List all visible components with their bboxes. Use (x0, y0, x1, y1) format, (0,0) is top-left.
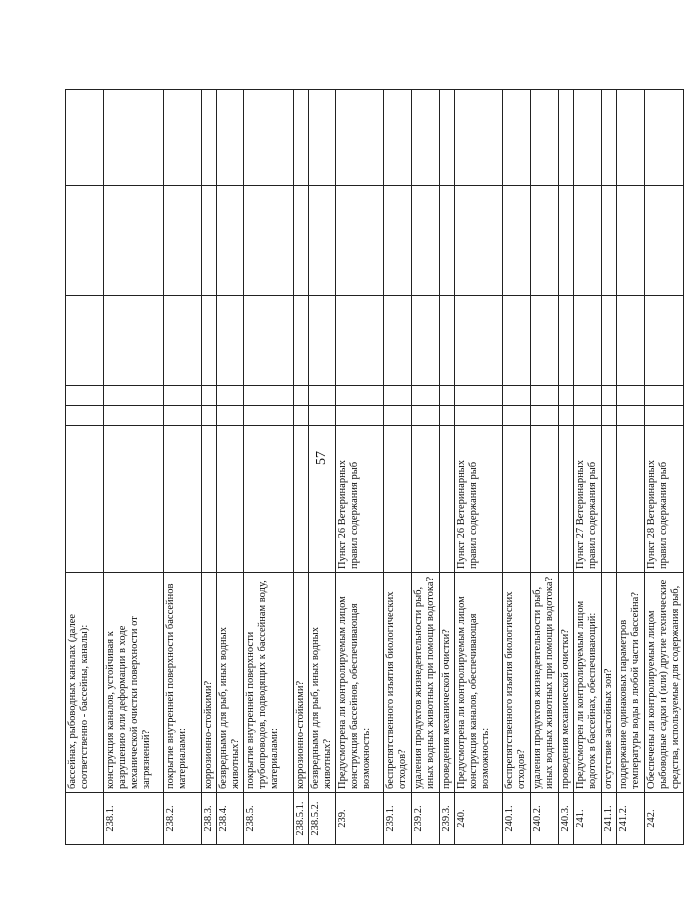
answer-cell (217, 296, 244, 386)
answer-cell (384, 186, 412, 296)
answer-cell (412, 386, 440, 406)
answer-cell (202, 406, 217, 426)
table-row (531, 90, 559, 845)
table-row (217, 90, 244, 845)
answer-cell (412, 406, 440, 426)
table-row (244, 90, 294, 845)
item-number: 239. (336, 793, 384, 845)
legal-reference: Пункт 27 Ветеринарных правил содержания рыб (574, 426, 602, 573)
item-number: 239.1. (384, 793, 412, 845)
answer-cell (602, 406, 617, 426)
legal-reference (244, 426, 294, 573)
answer-cell (559, 386, 574, 406)
answer-cell (384, 296, 412, 386)
item-number: 240. (455, 793, 503, 845)
answer-cell (455, 386, 503, 406)
answer-cell (617, 406, 645, 426)
answer-cell (574, 186, 602, 296)
answer-cell (617, 90, 645, 186)
item-number: 238.5. (244, 793, 294, 845)
legal-reference (559, 426, 574, 573)
answer-cell (104, 90, 164, 186)
requirement-text: отсутствие застойных зон? (602, 573, 617, 793)
answer-cell (217, 386, 244, 406)
table-row (645, 90, 684, 845)
table-row (559, 90, 574, 845)
answer-cell (202, 386, 217, 406)
answer-cell (602, 386, 617, 406)
item-number: 238.4. (217, 793, 244, 845)
answer-cell (440, 90, 455, 186)
requirement-text: беспрепятственного изъятия биологических отходов? (384, 573, 412, 793)
requirement-text: поддержание одинаковых параметров температуры воды в любой части бассейна? (617, 573, 645, 793)
answer-cell (66, 406, 104, 426)
checklist-table (65, 89, 684, 845)
requirement-text: проведения механической очистки? (440, 573, 455, 793)
requirement-text: безвредными для рыб, иных водных животных? (309, 573, 336, 793)
answer-cell (336, 406, 384, 426)
answer-cell (503, 296, 531, 386)
answer-cell (336, 90, 384, 186)
answer-cell (617, 386, 645, 406)
answer-cell (309, 386, 336, 406)
item-number: 238.2. (164, 793, 202, 845)
legal-reference (384, 426, 412, 573)
requirement-text: бассейнах, рыбоводных каналах (далее соответственно - бассейны, каналы): (66, 573, 104, 793)
answer-cell (503, 406, 531, 426)
answer-cell (440, 406, 455, 426)
item-number: 240.1. (503, 793, 531, 845)
answer-cell (559, 406, 574, 426)
answer-cell (574, 386, 602, 406)
answer-cell (645, 296, 684, 386)
item-number: 238.3. (202, 793, 217, 845)
answer-cell (617, 186, 645, 296)
answer-cell (384, 386, 412, 406)
legal-reference: Пункт 28 Ветеринарных правил содержания рыб (645, 426, 684, 573)
legal-reference (602, 426, 617, 573)
table-row (617, 90, 645, 845)
item-number: 239.2. (412, 793, 440, 845)
table-row (384, 90, 412, 845)
answer-cell (66, 386, 104, 406)
answer-cell (645, 386, 684, 406)
item-number: 238.1. (104, 793, 164, 845)
item-number: 242. (645, 793, 684, 845)
answer-cell (503, 90, 531, 186)
requirement-text: проведения механической очистки? (559, 573, 574, 793)
answer-cell (336, 186, 384, 296)
table-row (412, 90, 440, 845)
legal-reference (617, 426, 645, 573)
answer-cell (66, 90, 104, 186)
answer-cell (294, 406, 309, 426)
answer-cell (244, 296, 294, 386)
table-row (455, 90, 503, 845)
table-row (66, 90, 104, 845)
answer-cell (602, 186, 617, 296)
item-number: 241.1. (602, 793, 617, 845)
item-number: 240.2. (531, 793, 559, 845)
answer-cell (164, 386, 202, 406)
legal-reference (294, 426, 309, 573)
requirement-text: коррозионно-стойкими? (202, 573, 217, 793)
answer-cell (645, 406, 684, 426)
answer-cell (104, 406, 164, 426)
legal-reference (202, 426, 217, 573)
answer-cell (217, 186, 244, 296)
legal-reference (503, 426, 531, 573)
page-number: 57 (314, 451, 329, 465)
answer-cell (104, 186, 164, 296)
answer-cell (244, 186, 294, 296)
answer-cell (294, 186, 309, 296)
answer-cell (574, 90, 602, 186)
answer-cell (645, 186, 684, 296)
table-row (104, 90, 164, 845)
answer-cell (412, 296, 440, 386)
answer-cell (294, 90, 309, 186)
item-number: 241.2. (617, 793, 645, 845)
answer-cell (455, 90, 503, 186)
answer-cell (164, 406, 202, 426)
answer-cell (66, 186, 104, 296)
legal-reference (309, 426, 336, 573)
answer-cell (503, 186, 531, 296)
legal-reference (412, 426, 440, 573)
answer-cell (217, 90, 244, 186)
requirement-text: беспрепятственного изъятия биологических отходов? (503, 573, 531, 793)
answer-cell (412, 90, 440, 186)
answer-cell (336, 386, 384, 406)
answer-cell (202, 296, 217, 386)
requirement-text: Предусмотрена ли контролируемым лицом конструкция каналов, обеспечивающая возможность: (455, 573, 503, 793)
answer-cell (217, 406, 244, 426)
answer-cell (531, 186, 559, 296)
answer-cell (455, 296, 503, 386)
answer-cell (66, 296, 104, 386)
requirement-text: покрытие внутренней поверхности трубопроводов, подводящих к бассейнам воду, материалами: (244, 573, 294, 793)
answer-cell (531, 386, 559, 406)
answer-cell (309, 406, 336, 426)
legal-reference (66, 426, 104, 573)
answer-cell (384, 90, 412, 186)
item-number: 241. (574, 793, 602, 845)
answer-cell (559, 186, 574, 296)
requirement-text: Предусмотрена ли контролируемым лицом конструкция бассейнов, обеспечивающая возможность: (336, 573, 384, 793)
answer-cell (309, 90, 336, 186)
answer-cell (455, 406, 503, 426)
answer-cell (531, 406, 559, 426)
answer-cell (559, 90, 574, 186)
answer-cell (104, 296, 164, 386)
requirement-text: конструкция каналов, устойчивая к разрушению или деформации в ходе механической очистки поверхности от загрязнений? (104, 573, 164, 793)
answer-cell (559, 296, 574, 386)
answer-cell (531, 90, 559, 186)
answer-cell (202, 186, 217, 296)
answer-cell (503, 386, 531, 406)
answer-cell (336, 296, 384, 386)
requirement-text: удаления продуктов жизнедеятельности рыб, иных водных животных при помощи водотока? (412, 573, 440, 793)
requirement-text: удаления продуктов жизнедеятельности рыб, иных водных животных при помощи водотока? (531, 573, 559, 793)
answer-cell (645, 90, 684, 186)
answer-cell (309, 186, 336, 296)
table-row (602, 90, 617, 845)
answer-cell (164, 90, 202, 186)
answer-cell (384, 406, 412, 426)
answer-cell (294, 296, 309, 386)
requirement-text: безвредными для рыб, иных водных животных? (217, 573, 244, 793)
table-row (202, 90, 217, 845)
table-row (164, 90, 202, 845)
table-row (309, 90, 336, 845)
answer-cell (309, 296, 336, 386)
answer-cell (244, 90, 294, 186)
answer-cell (202, 90, 217, 186)
requirement-text: коррозионно-стойкими? (294, 573, 309, 793)
item-number: 238.5.1. (294, 793, 309, 845)
answer-cell (244, 386, 294, 406)
answer-cell (294, 386, 309, 406)
table-row (440, 90, 455, 845)
table-row (294, 90, 309, 845)
requirement-text: покрытие внутренней поверхности бассейнов материалами: (164, 573, 202, 793)
answer-cell (455, 186, 503, 296)
answer-cell (412, 186, 440, 296)
legal-reference (217, 426, 244, 573)
answer-cell (531, 296, 559, 386)
answer-cell (602, 90, 617, 186)
answer-cell (440, 296, 455, 386)
answer-cell (574, 406, 602, 426)
table-row (336, 90, 384, 845)
item-number: 238.5.2. (309, 793, 336, 845)
legal-reference (104, 426, 164, 573)
requirement-text: Предусмотрен ли контролируемым лицом водоток в бассейнах, обеспечивающий: (574, 573, 602, 793)
answer-cell (104, 386, 164, 406)
answer-cell (602, 296, 617, 386)
legal-reference: Пункт 26 Ветеринарных правил содержания рыб (455, 426, 503, 573)
table-row (574, 90, 602, 845)
answer-cell (617, 296, 645, 386)
legal-reference: Пункт 26 Ветеринарных правил содержания рыб (336, 426, 384, 573)
item-number (66, 793, 104, 845)
legal-reference (531, 426, 559, 573)
item-number: 240.3. (559, 793, 574, 845)
legal-reference (440, 426, 455, 573)
answer-cell (440, 186, 455, 296)
legal-reference (164, 426, 202, 573)
item-number: 239.3. (440, 793, 455, 845)
requirement-text: Обеспечены ли контролируемым лицом рыбоводные садки и (или) другие технические средства, используемые для содержания рыб, (645, 573, 684, 793)
answer-cell (244, 406, 294, 426)
answer-cell (164, 296, 202, 386)
answer-cell (574, 296, 602, 386)
table-row (503, 90, 531, 845)
answer-cell (440, 386, 455, 406)
rotated-table-wrapper (65, 90, 681, 845)
answer-cell (164, 186, 202, 296)
